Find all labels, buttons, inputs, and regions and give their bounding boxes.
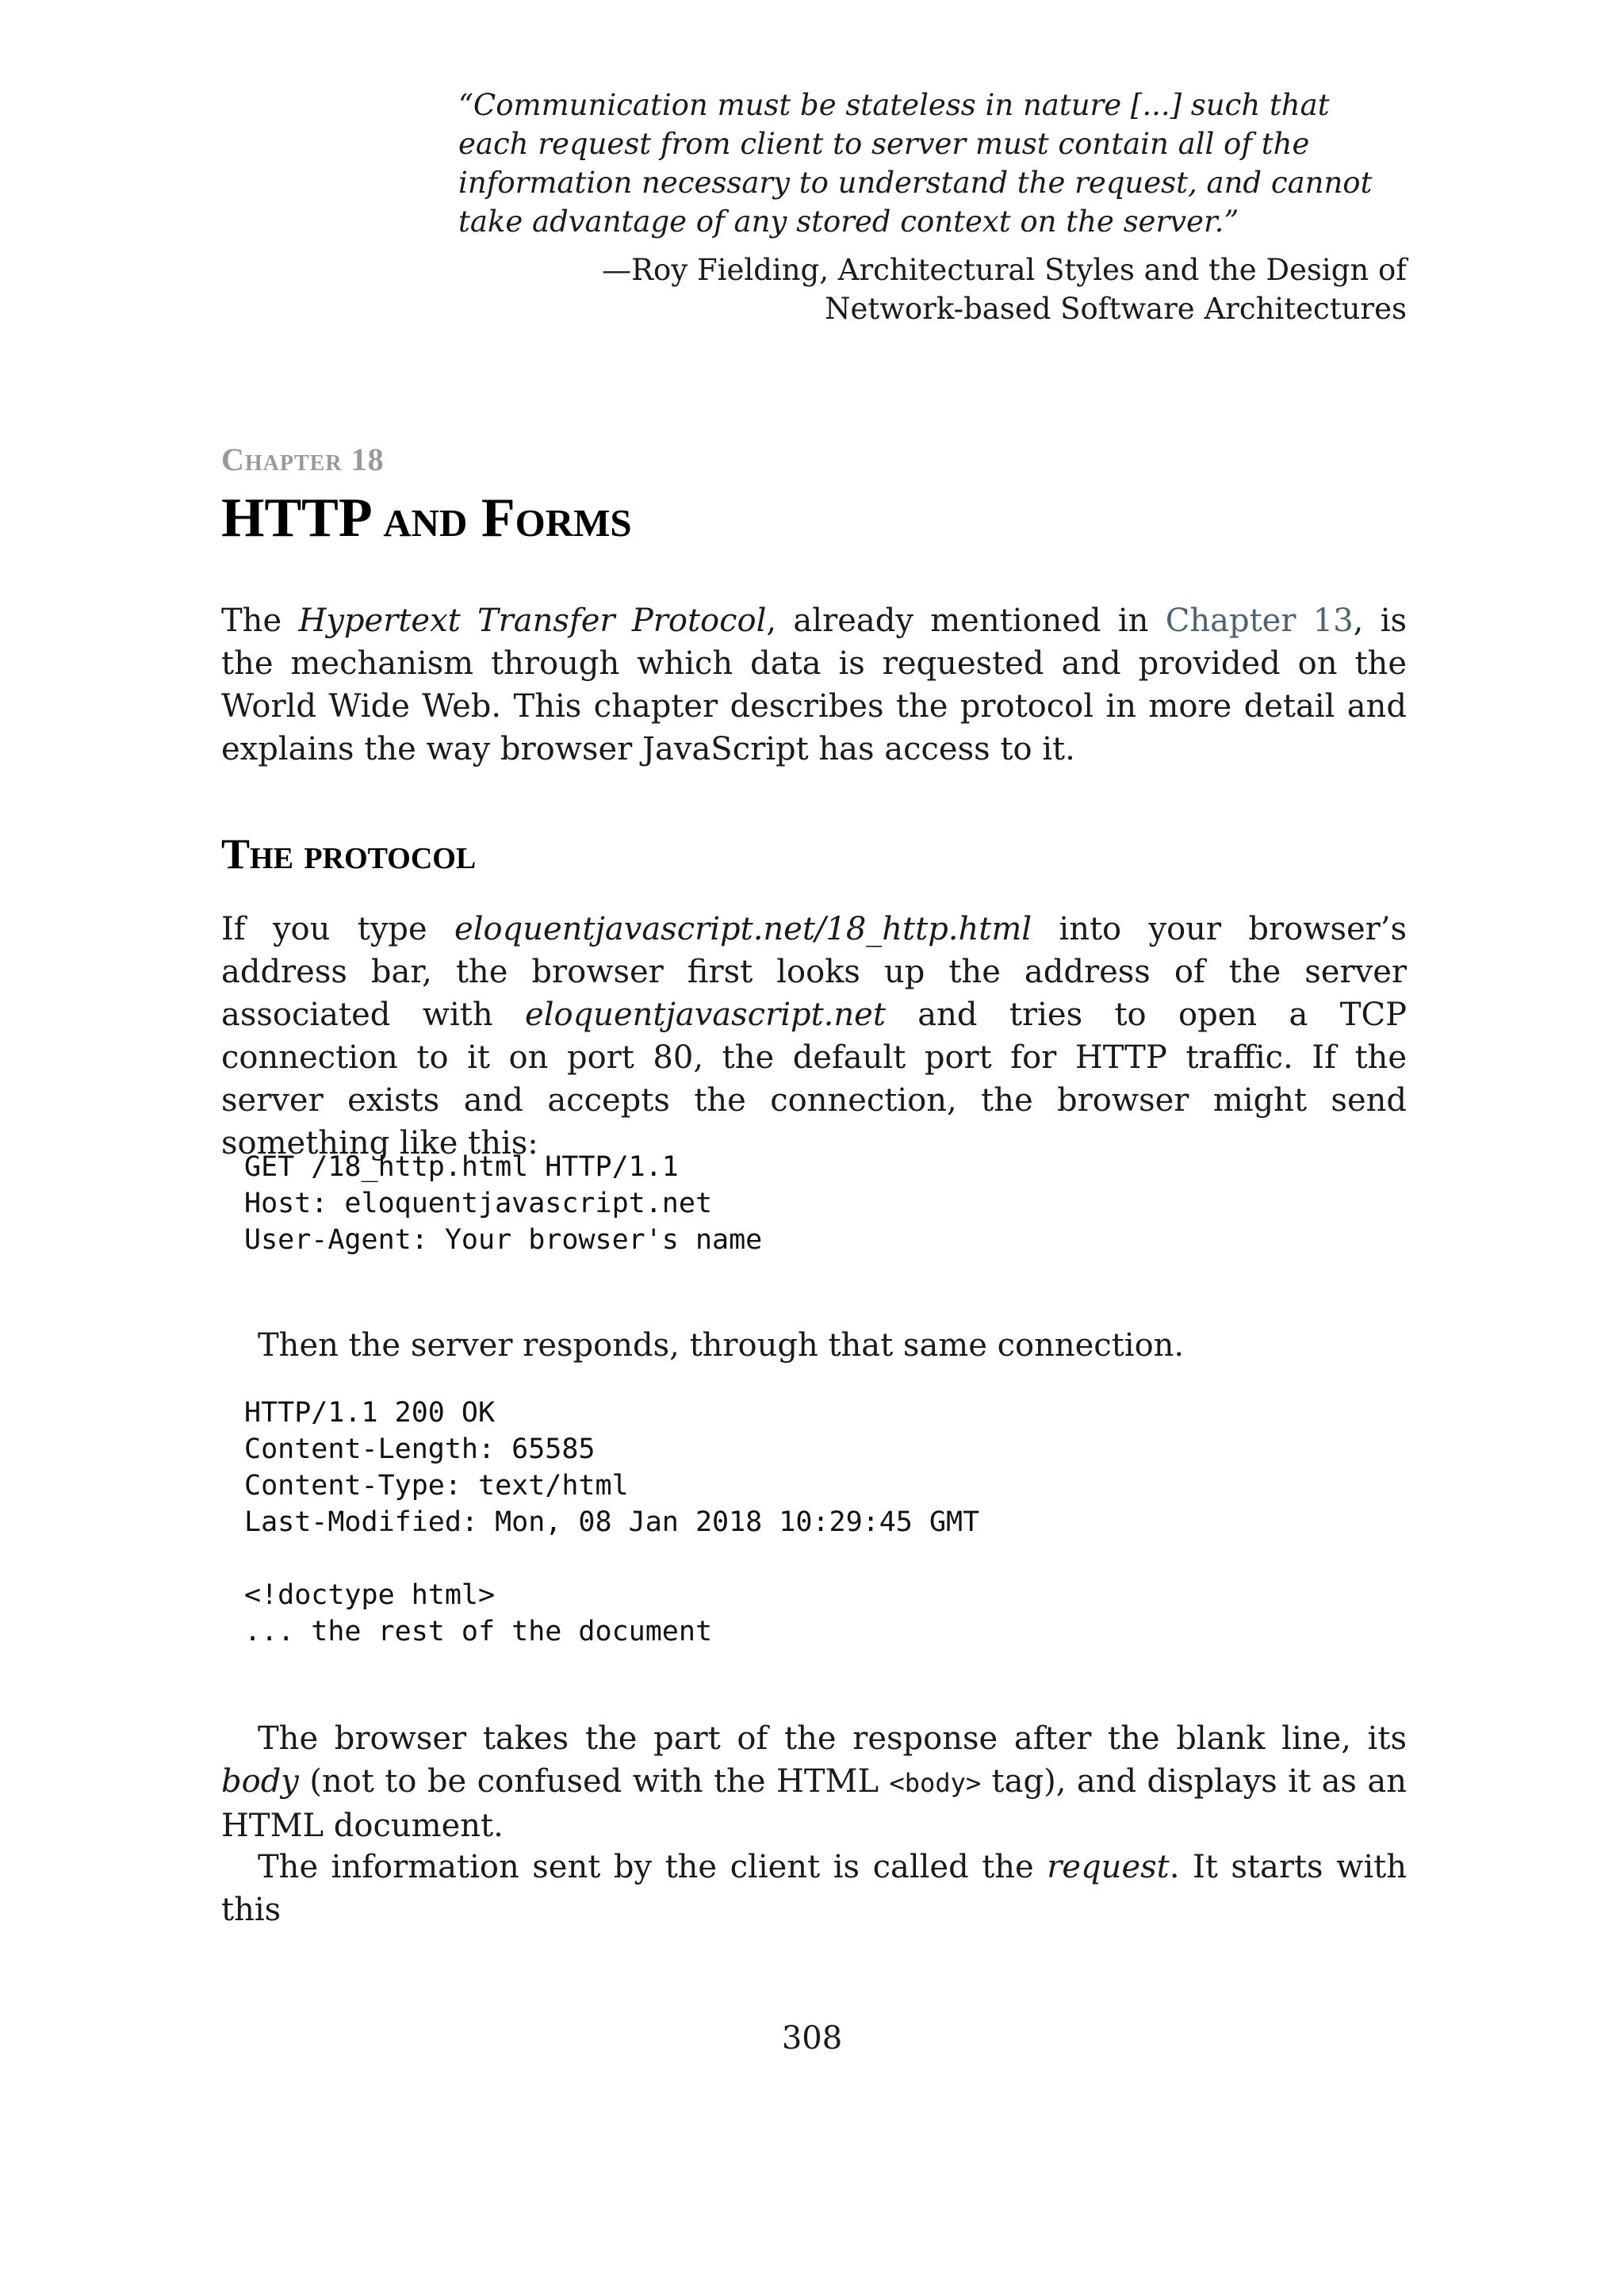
protocol-p3-body-term: body xyxy=(221,1763,299,1800)
epigraph xyxy=(458,86,1407,328)
protocol-p3-text-c: tag), and displays it as an HTML document. xyxy=(221,1763,1408,1844)
protocol-paragraph-1 xyxy=(221,908,1407,1165)
protocol-p3-text-b: (not to be confused with the HTML xyxy=(298,1763,890,1800)
protocol-paragraph-3 xyxy=(221,1717,1407,1847)
protocol-p4-text-b: . It starts with this xyxy=(221,1849,1407,1928)
protocol-p1-url: eloquentjavascript.net/18_http.html xyxy=(454,911,1032,947)
chapter-label: Chapter 18 xyxy=(221,442,385,477)
protocol-p1-text-c: and tries to open a TCP connection to it on port 80, the default port for HTTP traffic. If the server exists and accepts the connection, the browser might send something like this: xyxy=(221,997,1407,1161)
protocol-p4-text-a: The information sent by the client is called the xyxy=(258,1849,1048,1885)
protocol-p1-host: eloquentjavascript.net xyxy=(525,997,886,1033)
protocol-paragraph-4 xyxy=(221,1846,1407,1931)
intro-text-c: , is the mechanism through which data is requested and provided on the World Wide Web. This chapter describes the protocol in more detail and explains the way browser JavaScript has access to it. xyxy=(221,603,1408,767)
intro-text-b: , already mentioned in xyxy=(766,603,1166,639)
section-title: The protocol xyxy=(221,830,477,878)
response-code-block: HTTP/1.1 200 OK Content-Length: 65585 Content-Type: text/html Last-Modified: Mon, 08 Jan 2018 10:29:45 GMT <!doctype html> ... the rest of the document xyxy=(244,1397,980,1647)
intro-term: Hypertext Transfer Protocol xyxy=(298,603,767,639)
intro-text-a: The xyxy=(221,603,299,639)
chapter-13-link[interactable]: Chapter 13 xyxy=(1165,603,1354,639)
chapter-title: HTTP and Forms xyxy=(221,488,632,549)
protocol-p3-text-a: The browser takes the part of the response after the blank line, its xyxy=(258,1720,1407,1757)
protocol-paragraph-2: Then the server responds, through that same connection. xyxy=(258,1327,1185,1364)
protocol-p1-text-b: into your browser’s address bar, the browser first looks up the address of the server associated with xyxy=(221,911,1408,1033)
intro-paragraph xyxy=(221,599,1407,771)
protocol-p1-text-a: If you type xyxy=(221,911,455,947)
attribution-line-1: —Roy Fielding, Architectural Styles and the Design of xyxy=(602,253,1407,287)
protocol-p4-request-term: request xyxy=(1047,1849,1170,1885)
epigraph-quote: “Communication must be stateless in nature [...] such that each request from client to server must contain all of the information necessary to understand the request, and cannot take advantage of any stored context on the server.” xyxy=(458,88,1373,239)
epigraph-attribution xyxy=(458,251,1407,328)
page-number: 308 xyxy=(781,2020,843,2057)
attribution-line-2: Network-based Software Architectures xyxy=(825,292,1407,326)
request-code-block: GET /18_http.html HTTP/1.1 Host: eloquentjavascript.net User-Agent: Your browser's name xyxy=(244,1151,763,1256)
protocol-p3-body-tag: <body> xyxy=(889,1768,982,1798)
